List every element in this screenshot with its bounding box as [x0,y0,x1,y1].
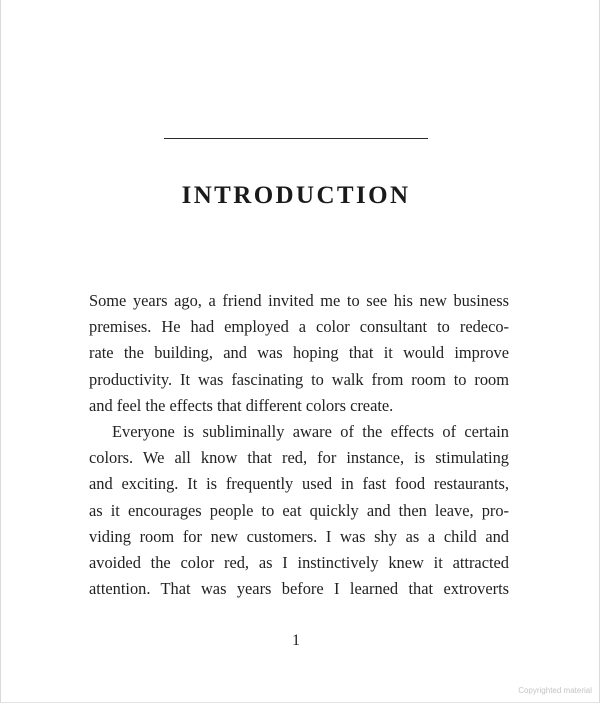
text-line: as it encourages people to eat quickly and then leave, pro- [89,500,509,520]
text-line: and exciting. It is frequently used in fast food restaurants, [89,474,509,494]
chapter-title: INTRODUCTION [181,182,411,209]
chapter-rule [164,138,428,139]
text-line: productivity. It was fascinating to walk from room to room [89,369,509,389]
text-line: rate the building, and was hoping that it would improve [89,343,509,363]
text-line: and feel the effects that different colors create. [89,395,394,415]
text-line: Some years ago, a friend invited me to see his new business [89,291,509,310]
text-line: Everyone is subliminally aware of the effects of certain [112,421,509,441]
text-line: viding room for new customers. I was shy as a child and [89,526,509,546]
text-line: colors. We all know that red, for instance, is stimulating [89,448,509,468]
copyright-watermark: Copyrighted material [518,686,592,695]
body-text [89,288,509,602]
text-line: premises. He had employed a color consultant to redeco- [89,317,509,337]
text-line: avoided the color red, as I instinctively knew it attracted [89,552,509,572]
page-number: 1 [292,632,300,649]
text-line: attention. That was years before I learned that extroverts [89,579,509,599]
